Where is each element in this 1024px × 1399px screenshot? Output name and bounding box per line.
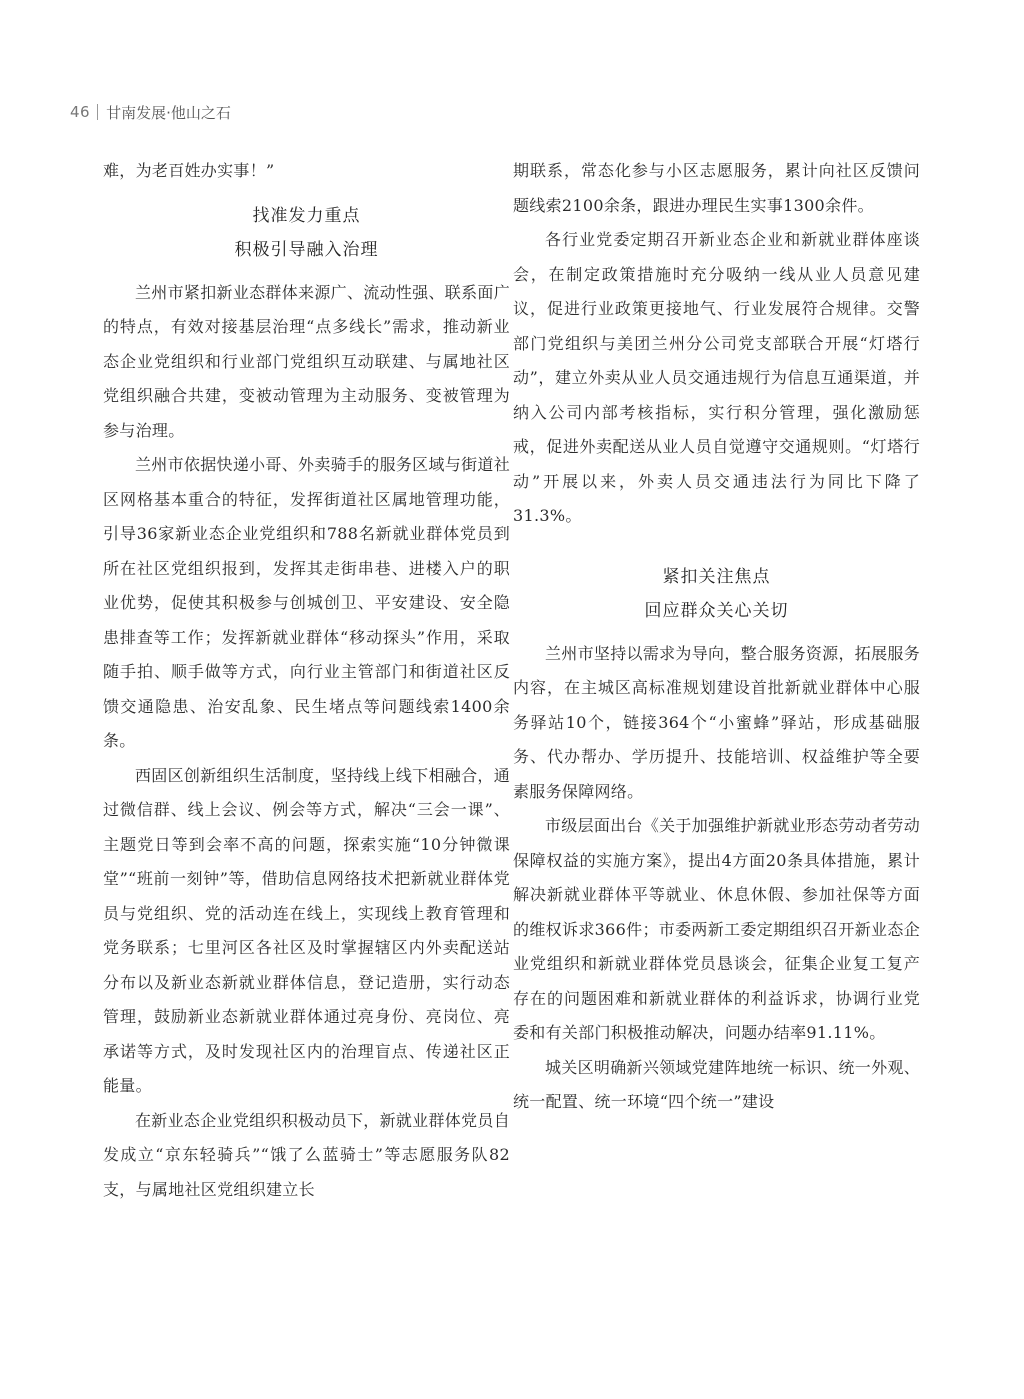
section-heading-2-line-2: 回应群众关心关切: [644, 601, 789, 621]
section-heading-1-line-2: 积极引导融入治理: [234, 240, 379, 260]
section-title: 甘南发展·他山之石: [106, 103, 231, 122]
body-paragraph: 城关区明确新兴领域党建阵地统一标识、统一外观、统一配置、统一环境“四个统一”建设: [513, 1057, 920, 1111]
section-heading-1-line-1: 找准发力重点: [252, 205, 361, 226]
page-number: 46: [70, 103, 91, 121]
body-paragraph: 兰州市坚持以需求为导向，整合服务资源，拓展服务内容，在主城区高标准规划建设首批新就业群体中心服务驿站10个，链接364个“小蜜蜂”驿站，形成基础服务、代办帮办、学历提升、技能培训、权益维护等全要素服务保障网络。: [513, 643, 920, 801]
section-heading-1: [103, 199, 510, 268]
body-paragraph: 兰州市依据快递小哥、外卖骑手的服务区域与街道社区网格基本重合的特征，发挥街道社区属地管理功能，引导36家新业态企业党组织和788名新就业群体党员到所在社区党组织报到，发挥其走街串巷、进楼入户的职业优势，促使其积极参与创城创卫、平安建设、安全隐患排查等工作；发挥新就业群体“移动探头”作用，采取随手拍、顺手做等方式，向行业主管部门和街道社区反馈交通隐患、治安乱象、民生堵点等问题线索1400余条。: [103, 455, 510, 750]
body-paragraph: 市级层面出台《关于加强维护新就业形态劳动者劳动保障权益的实施方案》，提出4方面20条具体措施，累计解决新就业群体平等就业、休息休假、参加社保等方面的维权诉求366件；市委两新工委定期组织召开新业态企业党组织和新就业群体党员恳谈会，征集企业复工复产存在的问题困难和新就业群体的利益诉求，协调行业党委和有关部门积极推动解决，问题办结率91.11%。: [513, 816, 920, 1042]
continued-paragraph: 期联系，常态化参与小区志愿服务，累计向社区反馈问题线索2100余条，跟进办理民生实事1300余件。: [513, 161, 920, 215]
section-heading-2: [513, 560, 920, 629]
body-paragraph: 西固区创新组织生活制度，坚持线上线下相融合，通过微信群、线上会议、例会等方式，解决“三会一课”、主题党日等到会率不高的问题，探索实施“10分钟微课堂”“班前一刻钟”等，借助信息网络技术把新就业群体党员与党组织、党的活动连在线上，实现线上教育管理和党务联系；七里河区各社区及时掌握辖区内外卖配送站分布以及新业态新就业群体信息，登记造册，实行动态管理，鼓励新业态新就业群体通过亮身份、亮岗位、亮承诺等方式，及时发现社区内的治理盲点、传递社区正能量。: [103, 765, 510, 1095]
body-paragraph: 各行业党委定期召开新业态企业和新就业群体座谈会，在制定政策措施时充分吸纳一线从业人员意见建议，促进行业政策更接地气、行业发展符合规律。交警部门党组织与美团兰州分公司党支部联合开展“灯塔行动”，建立外卖从业人员交通违规行为信息互通渠道，并纳入公司内部考核指标，实行积分管理，强化激励惩戒，促进外卖配送从业人员自觉遵守交通规则。“灯塔行动”开展以来，外卖人员交通违法行为同比下降了31.3%。: [513, 230, 920, 525]
left-column: [103, 154, 510, 1207]
continued-paragraph: 难，为老百姓办实事！”: [103, 161, 275, 180]
body-paragraph: 在新业态企业党组织积极动员下，新就业群体党员自发成立“京东轻骑兵”“饿了么蓝骑士”等志愿服务队82支，与属地社区党组织建立长: [103, 1110, 510, 1199]
body-paragraph: 兰州市紧扣新业态群体来源广、流动性强、联系面广的特点，有效对接基层治理“点多线长”需求，推动新业态企业党组织和行业部门党组织互动联建、与属地社区党组织融合共建，变被动管理为主动服务、变被管理为参与治理。: [103, 282, 510, 440]
section-heading-2-line-1: 紧扣关注焦点: [662, 566, 771, 587]
right-column: [513, 154, 920, 1120]
header-divider: [97, 104, 98, 120]
running-header: [70, 100, 231, 124]
